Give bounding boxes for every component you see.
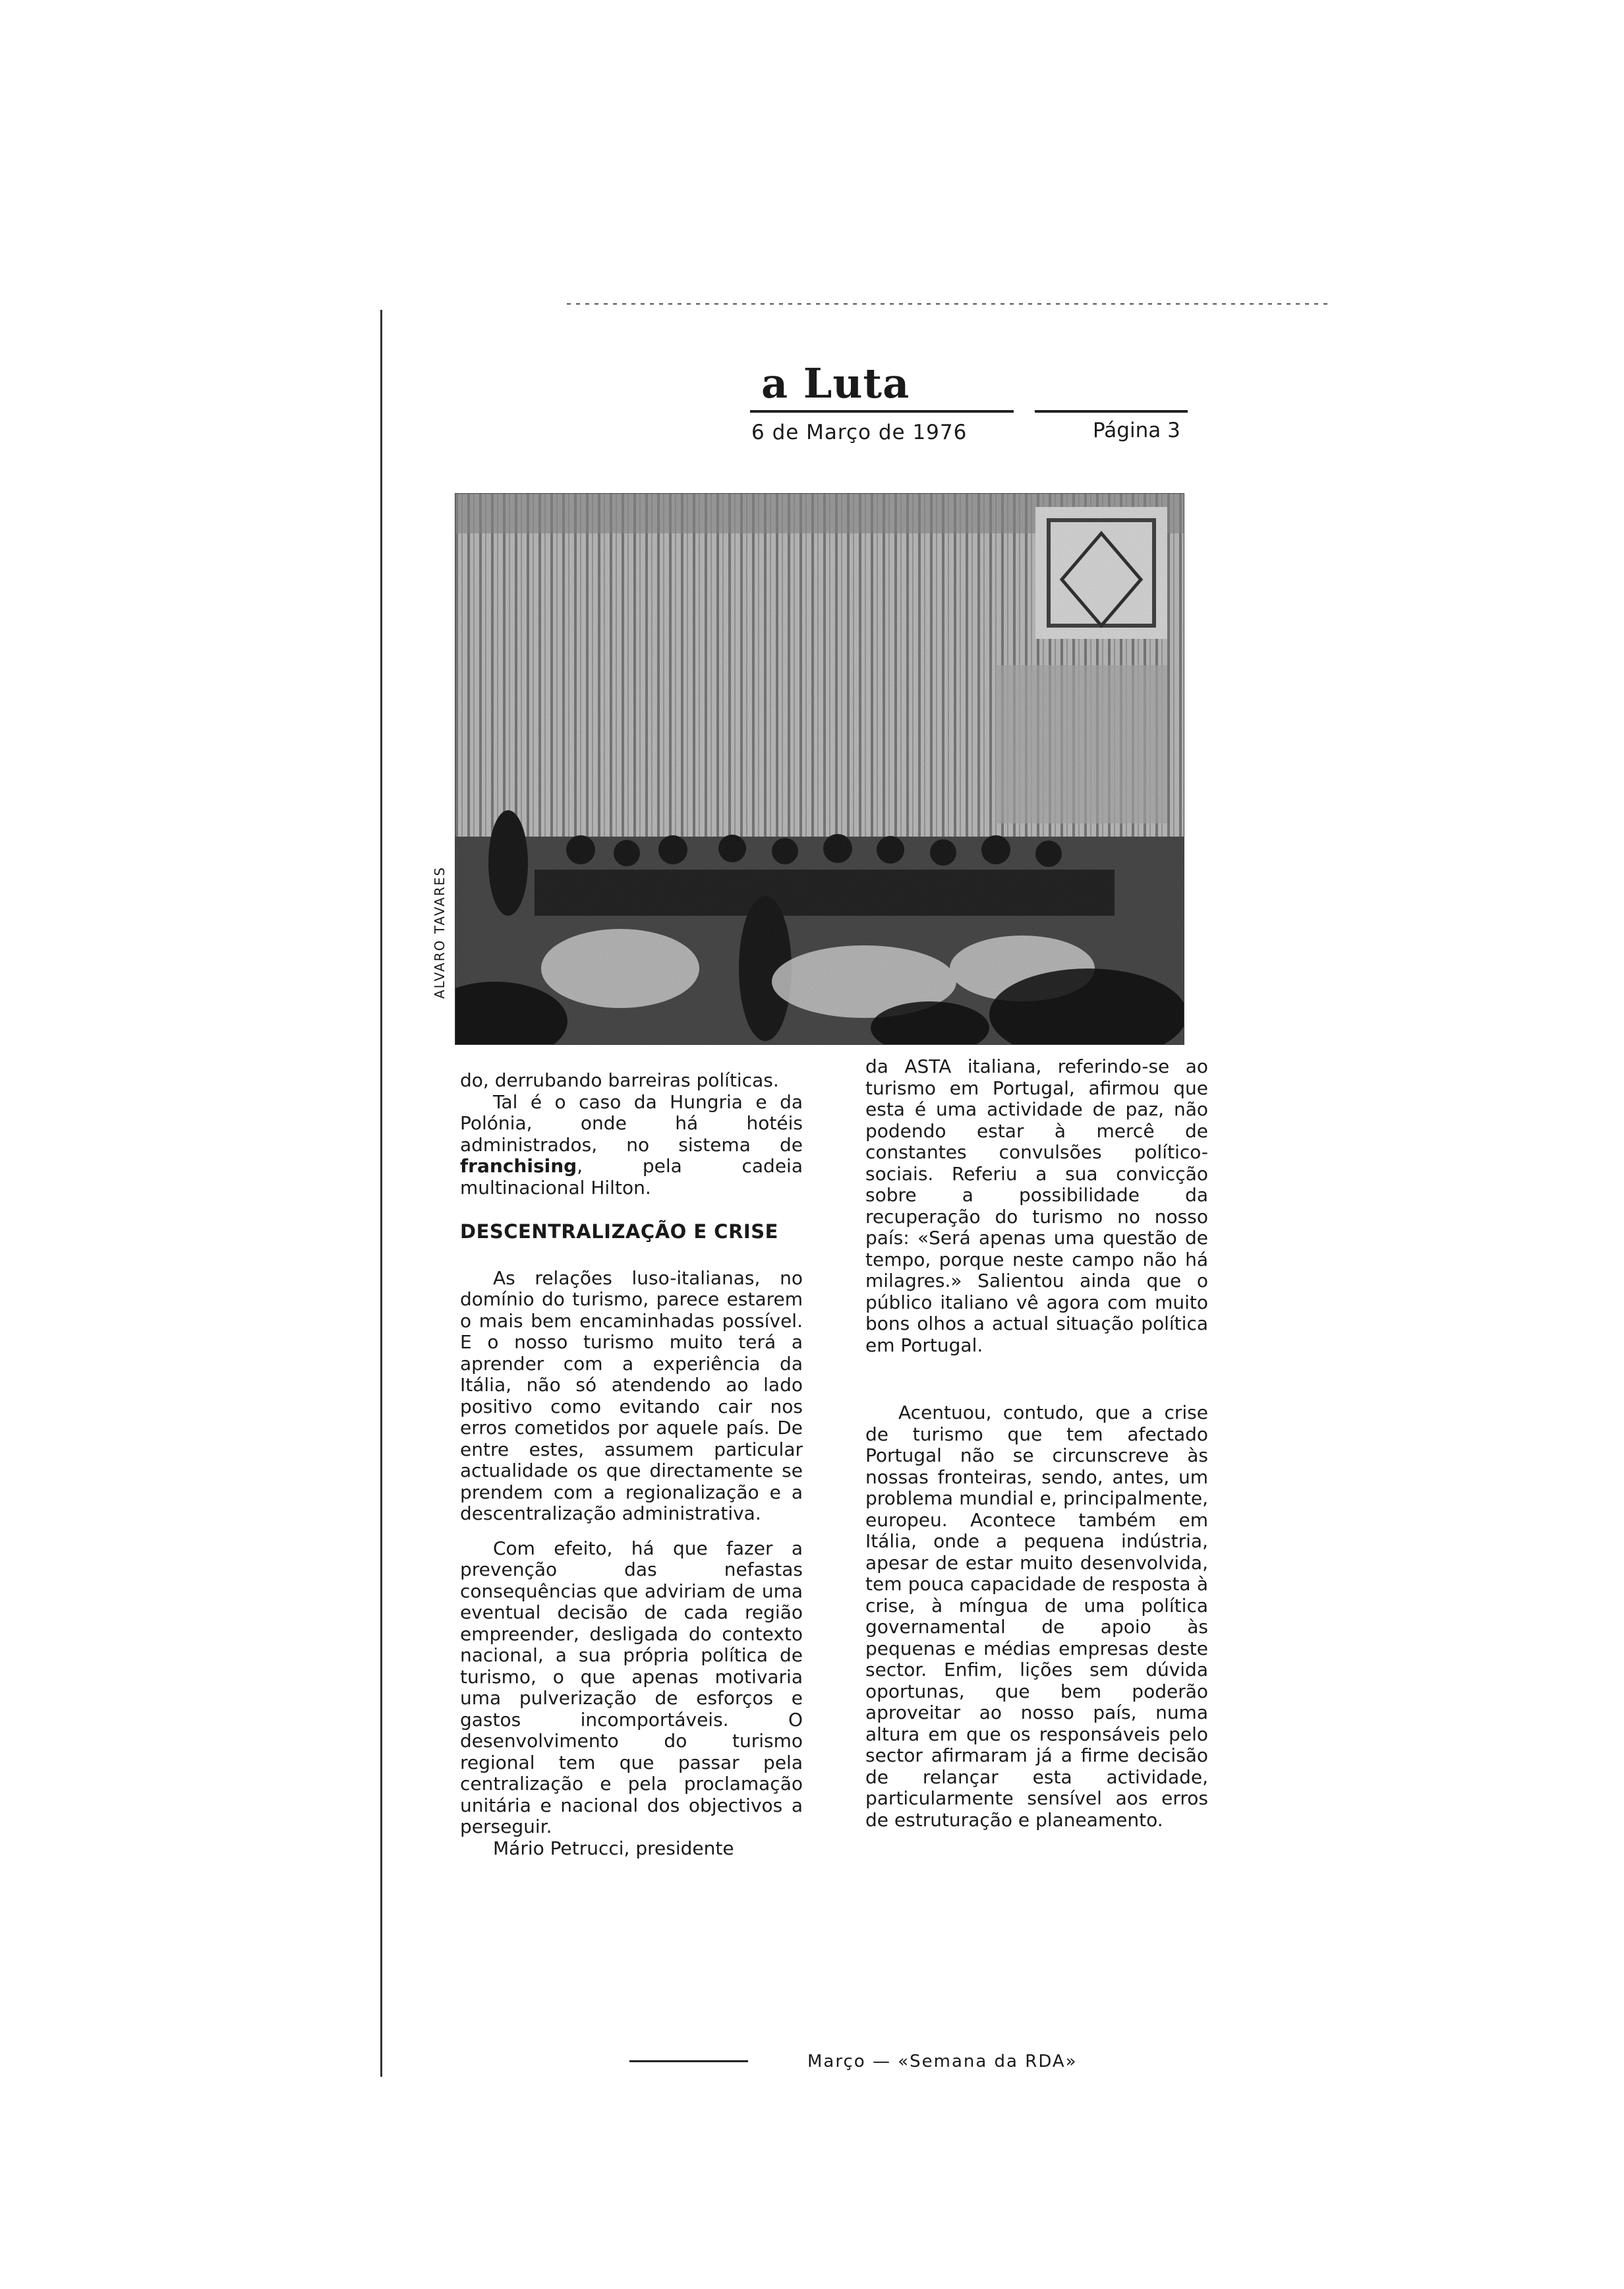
scan-margin-line [380,310,382,2077]
paragraph-petrucci: Mário Petrucci, presidente [493,1837,734,1859]
masthead-rule-right [1035,410,1188,413]
footer-cut-text: Março — «Semana da RDA» [807,2052,1078,2071]
article-column-left [460,1070,803,1859]
news-photo-conference [455,493,1184,1045]
masthead-rule-left [750,410,1014,413]
paragraph-asta: da ASTA italiana, referindo-se ao turismo em Portugal, afirmou que esta é uma actividade de paz, não podendo estar à mercê de constantes convulsões político-sociais. Referiu a sua convicção sobre a possibilidade da recuperação do turismo no nosso país: «Será apenas uma questão de tempo, porque neste campo não há milagres.» Salientou ainda que o público italiano vê agora com muito bons olhos a actual situação política em Portugal. [865,1055,1208,1356]
section-heading: DESCENTRALIZAÇÃO E CRISE [460,1220,778,1243]
paragraph-hungria-text-a: Tal é o caso da Hungria e da Polónia, onde há hotéis administrados, no sistema de [460,1090,803,1156]
paragraph-relacoes: As relações luso-italianas, no domínio do turismo, parece estarem o mais bem encaminhadas possível. E o nosso turismo muito terá a aprender com a experiência da Itália, não só atendendo ao lado positivo como evitando cair nos erros cometidos por aquele país. De entre estes, assumem particular actualidade os que directamente se prendem com a regionalização e a descentralização administrativa. [460,1266,803,1524]
paragraph-continuation: do, derrubando barreiras políticas. [460,1069,779,1091]
dateline: 6 de Março de 1976 [751,421,968,444]
franchising-term: franchising [460,1155,577,1177]
paragraph-hungria [460,1092,803,1199]
page-number: Página 3 [1093,419,1180,442]
paragraph-crise: Acentuou, contudo, que a crise de turismo que tem afectado Portugal não se circunscreve às nossas fronteiras, sendo, antes, um problema mundial e, principalmente, europeu. Acontece também em Itália, onde a pequena indústria, apesar de estar muito desenvolvida, tem pouca capacidade de resposta à crise, à míngua de uma política governamental de apoio às pequenas e médias empresas deste sector. Enfim, lições sem dúvida oportunas, que bem poderão aproveitar ao nosso país, numa altura em que os responsáveis pelo sector afirmaram já a firme decisão de relançar esta actividade, particularmente sensível aos erros de estruturação e planeamento. [865,1402,1208,1831]
paragraph-hungria-text-b: , pela cadeia multinacional Hilton. [460,1155,803,1199]
newspaper-masthead: a Luta [761,359,910,407]
footer-rule [629,2060,748,2062]
paragraph-efeito: Com efeito, há que fazer a prevenção das nefastas consequências que adviriam de uma eventual decisão de cada região empreender, desligada do contexto nacional, a sua própria política de turismo, o que apenas motivaria uma pulverização de esforços e gastos incomportáveis. O desenvolvimento do turismo regional tem que passar pela centralização e pela proclamação unitária e nacional dos objectivos a perseguir. [460,1537,803,1837]
scan-top-speckle [567,303,1331,305]
article-column-right [865,1056,1208,1831]
photo-illustration [455,494,1184,1044]
photo-credit: ALVARO TAVARES [432,866,448,999]
